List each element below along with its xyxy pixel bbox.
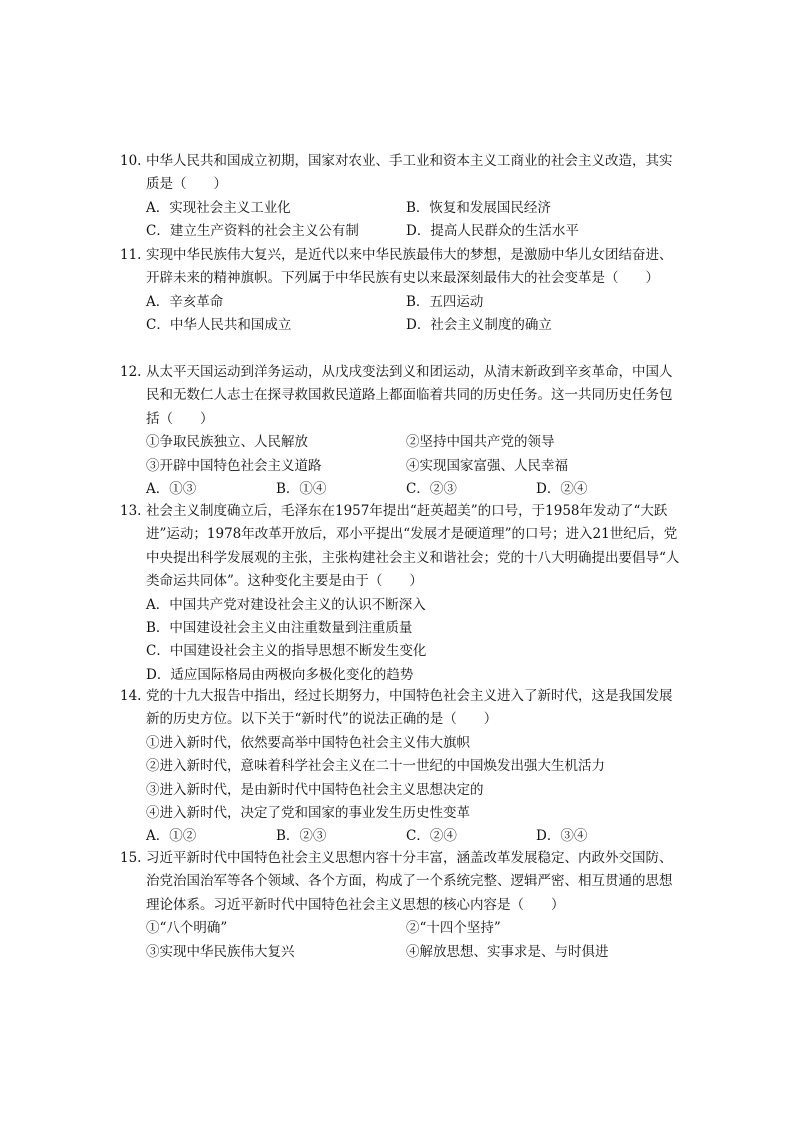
question-text: 中华人民共和国成立初期，国家对农业、手工业和资本主义工商业的社会主义改造，其实质是（ ） [146,153,673,193]
statement-3: ③实现中华民族伟大复兴 [146,943,295,960]
statement-2: ②“十四个坚持” [406,920,501,937]
option-d: D．适应国际格局由两极向多极化变化的趋势 [146,666,414,683]
question-stem [120,361,680,431]
question-15 [120,847,680,964]
question-13 [120,500,680,687]
question-number: 12. [120,364,142,380]
option-c: C．中国建设社会主义的指导思想不断发生变化 [146,643,427,660]
option-c: C．中华人民共和国成立 [146,317,292,334]
statement-1: ①“八个明确” [146,920,228,937]
question-stem [120,847,680,917]
question-10 [120,150,680,244]
question-14 [120,685,680,849]
question-text: 实现中华民族伟大复兴，是近代以来中华民族最伟大的梦想，是激励中华儿女团结奋进、开辟未来的精神旗帜。下列属于中华民族有史以来最深刻最伟大的社会变革是（ ） [146,247,673,287]
statement-4: ④进入新时代，决定了党和国家的事业发生历史性变革 [146,805,470,822]
statement-2: ②坚持中国共产党的领导 [406,434,555,451]
question-text: 党的十九大报告中指出，经过长期努力，中国特色社会主义进入了新时代，这是我国发展新的历史方位。以下关于“新时代”的说法正确的是（ ） [146,688,673,728]
statement-3: ③开辟中国特色社会主义道路 [146,457,322,474]
option-a: A．①② [146,828,197,845]
option-d: D．提高人民群众的生活水平 [406,223,579,240]
question-number: 15. [120,850,142,866]
option-d: D．②④ [536,481,588,498]
option-c: C．建立生产资料的社会主义公有制 [146,223,359,240]
option-a: A．中国共产党对建设社会主义的认识不断深入 [146,596,426,613]
option-b: B．五四运动 [406,293,484,310]
question-number: 14. [120,688,142,704]
option-d: D．社会主义制度的确立 [406,317,552,334]
option-a: A．①③ [146,481,197,498]
question-11 [120,244,680,338]
statement-3: ③进入新时代，是由新时代中国特色社会主义思想决定的 [146,781,484,798]
statement-1: ①争取民族独立、人民解放 [146,434,308,451]
option-b: B．中国建设社会主义由注重数量到注重质量 [146,620,413,637]
question-12 [120,361,680,501]
question-text: 习近平新时代中国特色社会主义思想内容十分丰富，涵盖改革发展稳定、内政外交国防、治党治国治军等各个领域、各个方面，构成了一个系统完整、逻辑严密、相互贯通的思想理论体系。习近平新时代中国特色社会主义思想的核心内容是（ ） [146,850,673,913]
question-number: 13. [120,503,142,519]
statement-4: ④实现国家富强、人民幸福 [406,457,568,474]
option-c: C．②④ [406,828,457,845]
question-number: 11. [120,247,142,263]
option-d: D．③④ [536,828,588,845]
question-number: 10. [120,153,142,169]
option-c: C．②③ [406,481,457,498]
statement-2: ②进入新时代，意味着科学社会主义在二十一世纪的中国焕发出强大生机活力 [146,758,605,775]
question-stem [120,244,680,291]
question-stem [120,685,680,732]
question-stem [120,150,680,197]
option-b: B．②③ [276,828,327,845]
option-a: A．实现社会主义工业化 [146,199,291,216]
question-text: 社会主义制度确立后，毛泽东在1957年提出“赶英超美”的口号，于1958年发动了“大跃进”运动；1978年改革开放后，邓小平提出“发展才是硬道理”的口号；进入21世纪后，党中央提出科学发展观的主张，主张构建社会主义和谐社会；党的十八大明确提出要倡导“人类命运共同体”。这种变化主要是由于（ ） [146,503,680,590]
statement-4: ④解放思想、实事求是、与时俱进 [406,943,609,960]
option-a: A．辛亥革命 [146,293,224,310]
option-b: B．恢复和发展国民经济 [406,199,551,216]
question-stem [120,500,680,594]
statement-1: ①进入新时代，依然要高举中国特色社会主义伟大旗帜 [146,734,470,751]
option-b: B．①④ [276,481,327,498]
question-text: 从太平天国运动到洋务运动，从戊戌变法到义和团运动，从清末新政到辛亥革命，中国人民和无数仁人志士在探寻救国救民道路上都面临着共同的历史任务。这一共同历史任务包括（ ） [146,364,673,427]
